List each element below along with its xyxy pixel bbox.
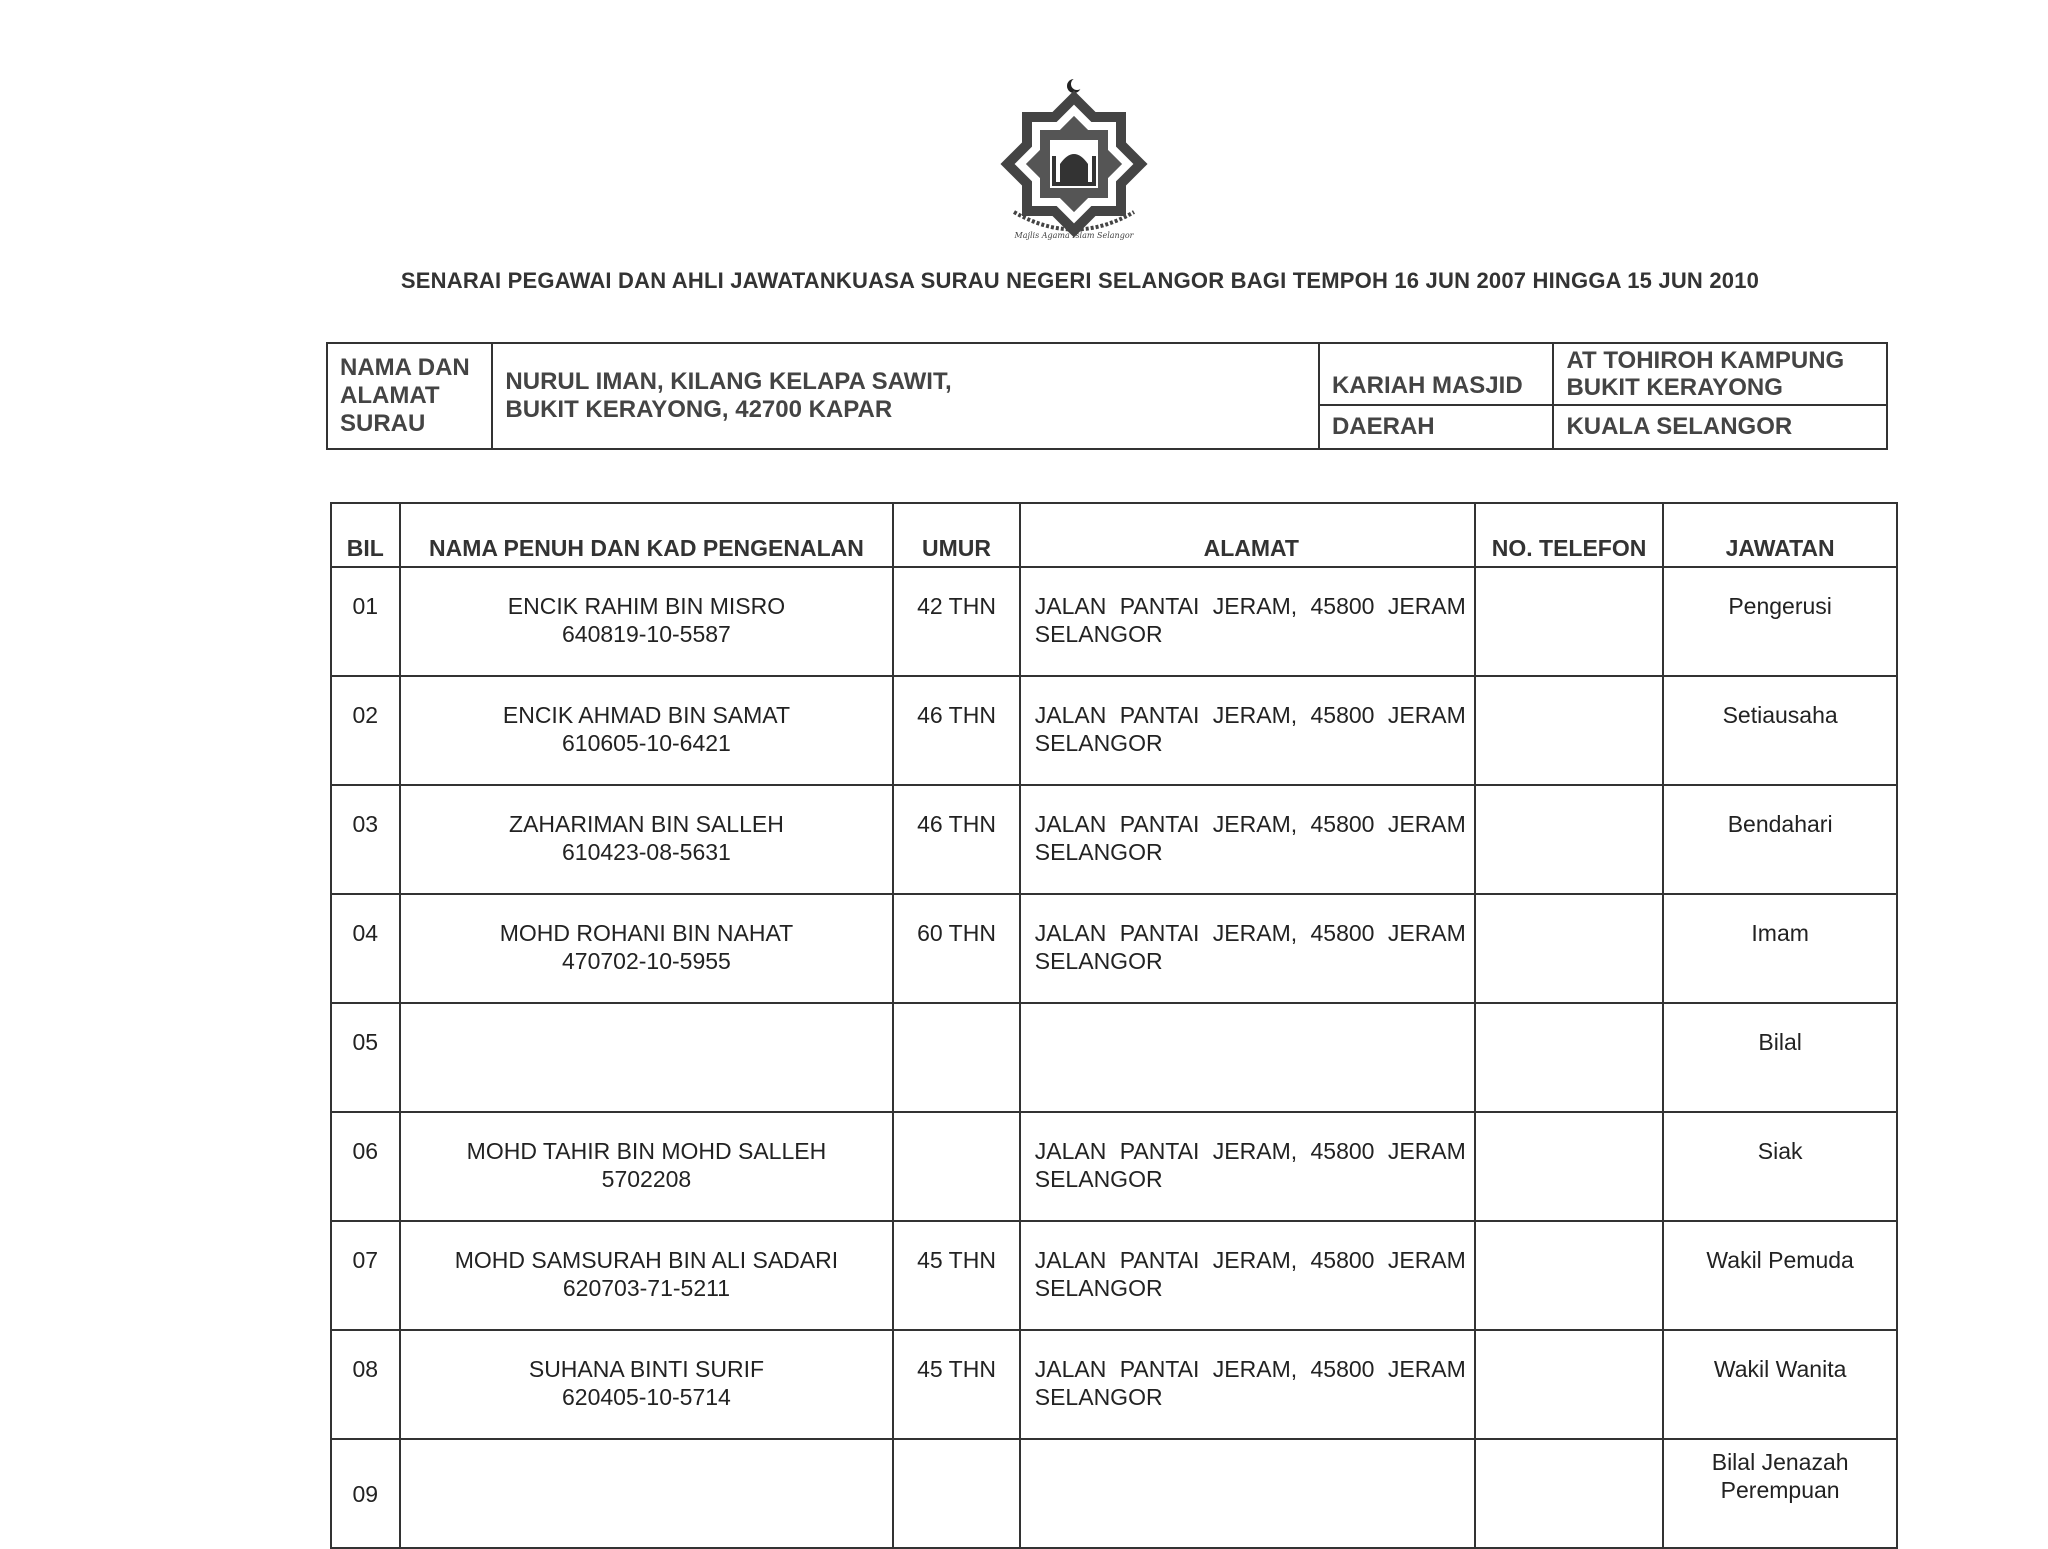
cell-jawatan: Imam bbox=[1663, 894, 1897, 1003]
cell-umur: 42 THN bbox=[893, 567, 1019, 676]
cell-nama bbox=[400, 1112, 894, 1221]
cell-bil: 01 bbox=[331, 567, 400, 676]
header-nama: NAMA PENUH DAN KAD PENGENALAN bbox=[400, 503, 894, 567]
cell-jawatan: Bilal bbox=[1663, 1003, 1897, 1112]
cell-jawatan: Bendahari bbox=[1663, 785, 1897, 894]
surau-info-table bbox=[326, 342, 1888, 450]
table-row bbox=[331, 785, 1897, 894]
table-row bbox=[331, 1330, 1897, 1439]
cell-umur: 45 THN bbox=[893, 1221, 1019, 1330]
header-umur: UMUR bbox=[893, 503, 1019, 567]
cell-telefon bbox=[1475, 567, 1663, 676]
cell-telefon bbox=[1475, 894, 1663, 1003]
cell-telefon bbox=[1475, 1003, 1663, 1112]
header-bil: BIL bbox=[331, 503, 400, 567]
member-name: ENCIK AHMAD BIN SAMAT bbox=[502, 702, 790, 728]
cell-umur: 45 THN bbox=[893, 1330, 1019, 1439]
address-line1: JALAN PANTAI JERAM, 45800 JERAM bbox=[1034, 1247, 1466, 1273]
cell-alamat bbox=[1020, 1330, 1475, 1439]
cell-alamat bbox=[1020, 1439, 1475, 1548]
cell-bil: 08 bbox=[331, 1330, 400, 1439]
cell-alamat bbox=[1020, 567, 1475, 676]
cell-bil: 03 bbox=[331, 785, 400, 894]
cell-nama bbox=[400, 1221, 894, 1330]
address-line2: SELANGOR bbox=[1034, 1166, 1163, 1192]
address-line1: JALAN PANTAI JERAM, 45800 JERAM bbox=[1034, 702, 1466, 728]
cell-jawatan: Pengerusi bbox=[1663, 567, 1897, 676]
cell-nama bbox=[400, 1439, 894, 1548]
cell-jawatan: Bilal Jenazah Perempuan bbox=[1663, 1439, 1897, 1548]
committee-table bbox=[330, 502, 1898, 1549]
cell-nama bbox=[400, 676, 894, 785]
cell-alamat bbox=[1020, 1112, 1475, 1221]
address-line1: JALAN PANTAI JERAM, 45800 JERAM bbox=[1034, 811, 1466, 837]
cell-telefon bbox=[1475, 1112, 1663, 1221]
cell-bil: 04 bbox=[331, 894, 400, 1003]
member-name: MOHD TAHIR BIN MOHD SALLEH bbox=[466, 1138, 827, 1164]
address-line2: SELANGOR bbox=[1034, 621, 1163, 647]
cell-nama bbox=[400, 1330, 894, 1439]
cell-umur bbox=[893, 1112, 1019, 1221]
member-name: MOHD SAMSURAH BIN ALI SADARI bbox=[454, 1247, 839, 1273]
address-line2: SELANGOR bbox=[1034, 730, 1163, 756]
cell-alamat bbox=[1020, 894, 1475, 1003]
cell-nama bbox=[400, 1003, 894, 1112]
cell-alamat bbox=[1020, 785, 1475, 894]
cell-jawatan: Siak bbox=[1663, 1112, 1897, 1221]
cell-jawatan: Setiausaha bbox=[1663, 676, 1897, 785]
table-row bbox=[331, 1221, 1897, 1330]
member-name: SUHANA BINTI SURIF bbox=[528, 1356, 765, 1382]
cell-telefon bbox=[1475, 676, 1663, 785]
cell-umur bbox=[893, 1439, 1019, 1548]
cell-jawatan: Wakil Pemuda bbox=[1663, 1221, 1897, 1330]
cell-bil: 05 bbox=[331, 1003, 400, 1112]
member-ic: 620405-10-5714 bbox=[562, 1384, 731, 1410]
member-ic: 610605-10-6421 bbox=[562, 730, 731, 756]
cell-bil: 07 bbox=[331, 1221, 400, 1330]
cell-umur: 46 THN bbox=[893, 676, 1019, 785]
cell-telefon bbox=[1475, 1330, 1663, 1439]
table-row bbox=[331, 567, 1897, 676]
document-title: SENARAI PEGAWAI DAN AHLI JAWATANKUASA SURAU NEGERI SELANGOR BAGI TEMPOH 16 JUN 2007 HINGGA 15 JUN 2010 bbox=[400, 268, 1760, 293]
cell-bil: 02 bbox=[331, 676, 400, 785]
table-row bbox=[331, 676, 1897, 785]
cell-umur bbox=[893, 1003, 1019, 1112]
cell-telefon bbox=[1475, 785, 1663, 894]
member-name: ENCIK RAHIM BIN MISRO bbox=[507, 593, 786, 619]
member-ic: 620703-71-5211 bbox=[562, 1275, 730, 1301]
address-line2: SELANGOR bbox=[1034, 1275, 1163, 1301]
label-kariah-masjid: KARIAH MASJID bbox=[1319, 343, 1553, 405]
cell-umur: 60 THN bbox=[893, 894, 1019, 1003]
cell-alamat bbox=[1020, 676, 1475, 785]
label-daerah: DAERAH bbox=[1319, 405, 1553, 449]
cell-alamat bbox=[1020, 1221, 1475, 1330]
address-line2: SELANGOR bbox=[1034, 839, 1163, 865]
daerah-value: KUALA SELANGOR bbox=[1553, 405, 1887, 449]
cell-telefon bbox=[1475, 1439, 1663, 1548]
table-row bbox=[331, 1112, 1897, 1221]
address-line1: JALAN PANTAI JERAM, 45800 JERAM bbox=[1034, 1356, 1466, 1382]
crest-logo-icon bbox=[994, 72, 1154, 242]
table-row bbox=[331, 1439, 1897, 1548]
member-ic: 640819-10-5587 bbox=[562, 621, 731, 647]
logo-caption: Majlis Agama Islam Selangor bbox=[1014, 231, 1134, 240]
address-line2: SELANGOR bbox=[1034, 1384, 1163, 1410]
surau-address-line2: BUKIT KERAYONG, 42700 KAPAR bbox=[505, 396, 893, 423]
address-line1: JALAN PANTAI JERAM, 45800 JERAM bbox=[1034, 593, 1466, 619]
cell-bil: 09 bbox=[331, 1439, 400, 1548]
address-line1: JALAN PANTAI JERAM, 45800 JERAM bbox=[1034, 920, 1466, 946]
surau-address bbox=[492, 343, 1319, 449]
table-header-row bbox=[331, 503, 1897, 567]
cell-telefon bbox=[1475, 1221, 1663, 1330]
header-telefon: NO. TELEFON bbox=[1475, 503, 1663, 567]
label-nama-alamat: NAMA DAN ALAMAT SURAU bbox=[327, 343, 492, 449]
member-ic: 470702-10-5955 bbox=[562, 948, 731, 974]
kariah-value: AT TOHIROH KAMPUNG BUKIT KERAYONG bbox=[1553, 343, 1887, 405]
surau-address-line1: NURUL IMAN, KILANG KELAPA SAWIT, bbox=[505, 368, 952, 395]
header-alamat: ALAMAT bbox=[1020, 503, 1475, 567]
address-line2: SELANGOR bbox=[1034, 948, 1163, 974]
member-name: MOHD ROHANI BIN NAHAT bbox=[499, 920, 794, 946]
cell-nama bbox=[400, 567, 894, 676]
cell-jawatan: Wakil Wanita bbox=[1663, 1330, 1897, 1439]
member-ic: 5702208 bbox=[601, 1166, 692, 1192]
cell-nama bbox=[400, 894, 894, 1003]
table-row bbox=[331, 894, 1897, 1003]
member-ic: 610423-08-5631 bbox=[562, 839, 731, 865]
cell-alamat bbox=[1020, 1003, 1475, 1112]
cell-bil: 06 bbox=[331, 1112, 400, 1221]
address-line1: JALAN PANTAI JERAM, 45800 JERAM bbox=[1034, 1138, 1466, 1164]
table-row bbox=[331, 1003, 1897, 1112]
header-jawatan: JAWATAN bbox=[1663, 503, 1897, 567]
cell-nama bbox=[400, 785, 894, 894]
member-name: ZAHARIMAN BIN SALLEH bbox=[509, 811, 784, 837]
cell-umur: 46 THN bbox=[893, 785, 1019, 894]
